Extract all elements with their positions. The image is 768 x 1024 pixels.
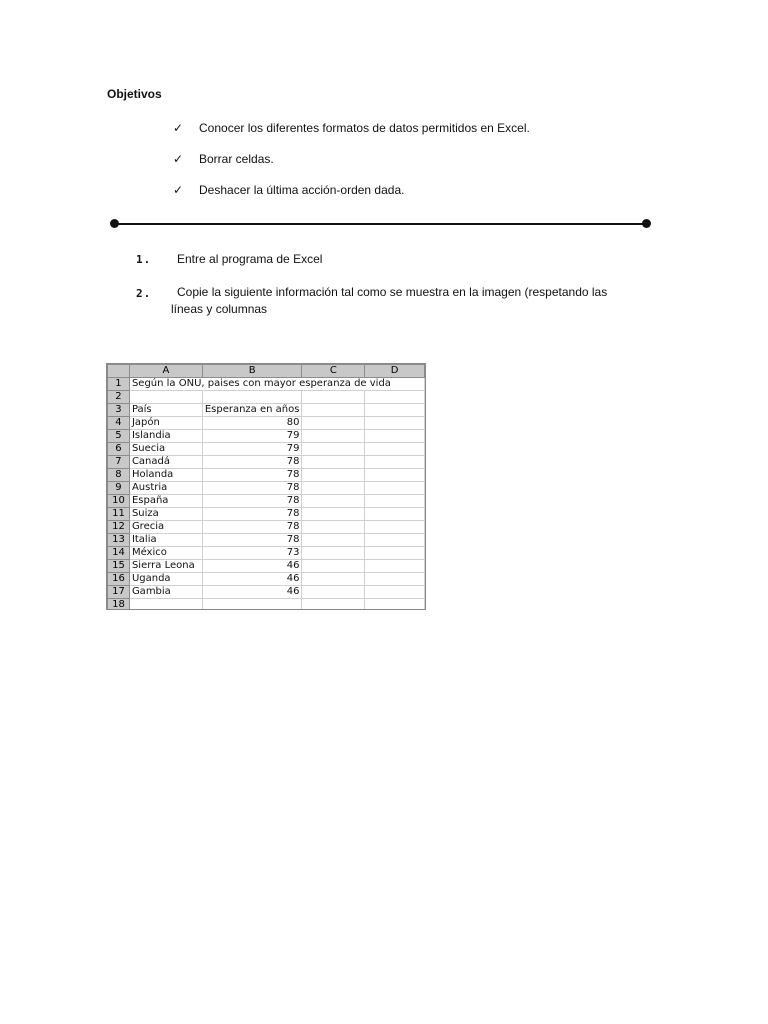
value-cell: 78 bbox=[202, 456, 302, 469]
cell bbox=[302, 495, 365, 508]
table-row bbox=[108, 586, 425, 599]
row-header: 5 bbox=[108, 430, 130, 443]
cell bbox=[365, 482, 425, 495]
cell bbox=[302, 469, 365, 482]
value-cell: 78 bbox=[202, 495, 302, 508]
cell bbox=[302, 586, 365, 599]
spreadsheet-table bbox=[107, 364, 425, 610]
cell bbox=[302, 482, 365, 495]
value-cell: 78 bbox=[202, 521, 302, 534]
cell bbox=[365, 599, 425, 611]
cell bbox=[365, 521, 425, 534]
value-cell: 78 bbox=[202, 482, 302, 495]
country-cell: Japón bbox=[129, 417, 202, 430]
country-cell: Sierra Leona bbox=[129, 560, 202, 573]
step-text: Entre al programa de Excel bbox=[177, 252, 323, 266]
table-row bbox=[108, 391, 425, 404]
objective-item bbox=[173, 121, 530, 135]
column-header: A bbox=[129, 365, 202, 378]
cell bbox=[302, 430, 365, 443]
objective-text: Conocer los diferentes formatos de datos permitidos en Excel. bbox=[199, 121, 530, 135]
country-cell: Austria bbox=[129, 482, 202, 495]
cell bbox=[365, 391, 425, 404]
cell bbox=[302, 521, 365, 534]
cell bbox=[302, 404, 365, 417]
table-row bbox=[108, 430, 425, 443]
value-cell: 78 bbox=[202, 469, 302, 482]
country-cell: Holanda bbox=[129, 469, 202, 482]
cell bbox=[365, 417, 425, 430]
table-row bbox=[108, 495, 425, 508]
row-header: 2 bbox=[108, 391, 130, 404]
column-header: C bbox=[302, 365, 365, 378]
cell bbox=[365, 469, 425, 482]
country-cell: España bbox=[129, 495, 202, 508]
row-header: 10 bbox=[108, 495, 130, 508]
table-row bbox=[108, 469, 425, 482]
country-cell: Italia bbox=[129, 534, 202, 547]
objective-text: Borrar celdas. bbox=[199, 152, 274, 166]
value-cell: 79 bbox=[202, 443, 302, 456]
cell bbox=[365, 508, 425, 521]
step-number: 2. bbox=[136, 287, 152, 300]
data-rows bbox=[108, 417, 425, 599]
spreadsheet-image bbox=[106, 363, 426, 610]
header-cell-pais: País bbox=[129, 404, 202, 417]
cell bbox=[365, 404, 425, 417]
table-row bbox=[108, 378, 425, 391]
cell bbox=[302, 391, 365, 404]
cell bbox=[302, 456, 365, 469]
row-header: 17 bbox=[108, 586, 130, 599]
header-cell-esperanza: Esperanza en años bbox=[202, 404, 302, 417]
table-row bbox=[108, 508, 425, 521]
column-header-row bbox=[108, 365, 425, 378]
row-header: 6 bbox=[108, 443, 130, 456]
country-cell: Canadá bbox=[129, 456, 202, 469]
table-row bbox=[108, 521, 425, 534]
value-cell: 46 bbox=[202, 573, 302, 586]
country-cell: Islandia bbox=[129, 430, 202, 443]
country-cell: Gambia bbox=[129, 586, 202, 599]
column-header: B bbox=[202, 365, 302, 378]
row-header: 4 bbox=[108, 417, 130, 430]
value-cell: 79 bbox=[202, 430, 302, 443]
country-cell: Uganda bbox=[129, 573, 202, 586]
row-header: 12 bbox=[108, 521, 130, 534]
table-row bbox=[108, 534, 425, 547]
value-cell: 78 bbox=[202, 534, 302, 547]
country-cell: Suecia bbox=[129, 443, 202, 456]
cell bbox=[365, 547, 425, 560]
cell bbox=[365, 495, 425, 508]
row-header: 7 bbox=[108, 456, 130, 469]
country-cell: México bbox=[129, 547, 202, 560]
column-header: D bbox=[365, 365, 425, 378]
cell bbox=[365, 456, 425, 469]
value-cell: 80 bbox=[202, 417, 302, 430]
row-header: 15 bbox=[108, 560, 130, 573]
step-number: 1. bbox=[136, 253, 152, 266]
cell bbox=[365, 443, 425, 456]
cell bbox=[302, 560, 365, 573]
objectives-heading: Objetivos bbox=[107, 87, 162, 101]
table-row bbox=[108, 443, 425, 456]
table-row bbox=[108, 404, 425, 417]
table-row bbox=[108, 599, 425, 611]
cell bbox=[302, 599, 365, 611]
cell bbox=[365, 430, 425, 443]
cell bbox=[365, 573, 425, 586]
checkmark-icon: ✓ bbox=[173, 152, 184, 166]
row-header: 11 bbox=[108, 508, 130, 521]
row-header: 18 bbox=[108, 599, 130, 611]
divider-right-dot bbox=[642, 219, 651, 228]
objective-item bbox=[173, 183, 404, 197]
row-header: 1 bbox=[108, 378, 130, 391]
row-header: 9 bbox=[108, 482, 130, 495]
cell bbox=[302, 508, 365, 521]
cell bbox=[365, 560, 425, 573]
table-row bbox=[108, 417, 425, 430]
corner-cell bbox=[108, 365, 130, 378]
row-header: 3 bbox=[108, 404, 130, 417]
row-header: 8 bbox=[108, 469, 130, 482]
table-row bbox=[108, 456, 425, 469]
country-cell: Suiza bbox=[129, 508, 202, 521]
cell bbox=[302, 573, 365, 586]
cell bbox=[202, 391, 302, 404]
row-header: 14 bbox=[108, 547, 130, 560]
cell bbox=[302, 547, 365, 560]
title-cell: Según la ONU, paises con mayor esperanza de vida bbox=[129, 378, 424, 391]
table-row bbox=[108, 547, 425, 560]
cell bbox=[302, 417, 365, 430]
step-text: Copie la siguiente información tal como se muestra en la imagen (respetando las líneas y columnas bbox=[171, 285, 608, 316]
row-header: 16 bbox=[108, 573, 130, 586]
table-row bbox=[108, 573, 425, 586]
cell bbox=[202, 599, 302, 611]
checkmark-icon: ✓ bbox=[173, 183, 184, 197]
table-row bbox=[108, 482, 425, 495]
row-header: 13 bbox=[108, 534, 130, 547]
cell bbox=[302, 443, 365, 456]
checkmark-icon: ✓ bbox=[173, 121, 184, 135]
table-row bbox=[108, 560, 425, 573]
divider-line bbox=[114, 223, 647, 225]
value-cell: 46 bbox=[202, 560, 302, 573]
cell bbox=[302, 534, 365, 547]
objective-text: Deshacer la última acción-orden dada. bbox=[199, 183, 405, 197]
cell bbox=[129, 391, 202, 404]
value-cell: 46 bbox=[202, 586, 302, 599]
cell bbox=[365, 534, 425, 547]
objective-item bbox=[173, 152, 274, 166]
value-cell: 73 bbox=[202, 547, 302, 560]
country-cell: Grecia bbox=[129, 521, 202, 534]
cell bbox=[365, 586, 425, 599]
value-cell: 78 bbox=[202, 508, 302, 521]
cell bbox=[129, 599, 202, 611]
